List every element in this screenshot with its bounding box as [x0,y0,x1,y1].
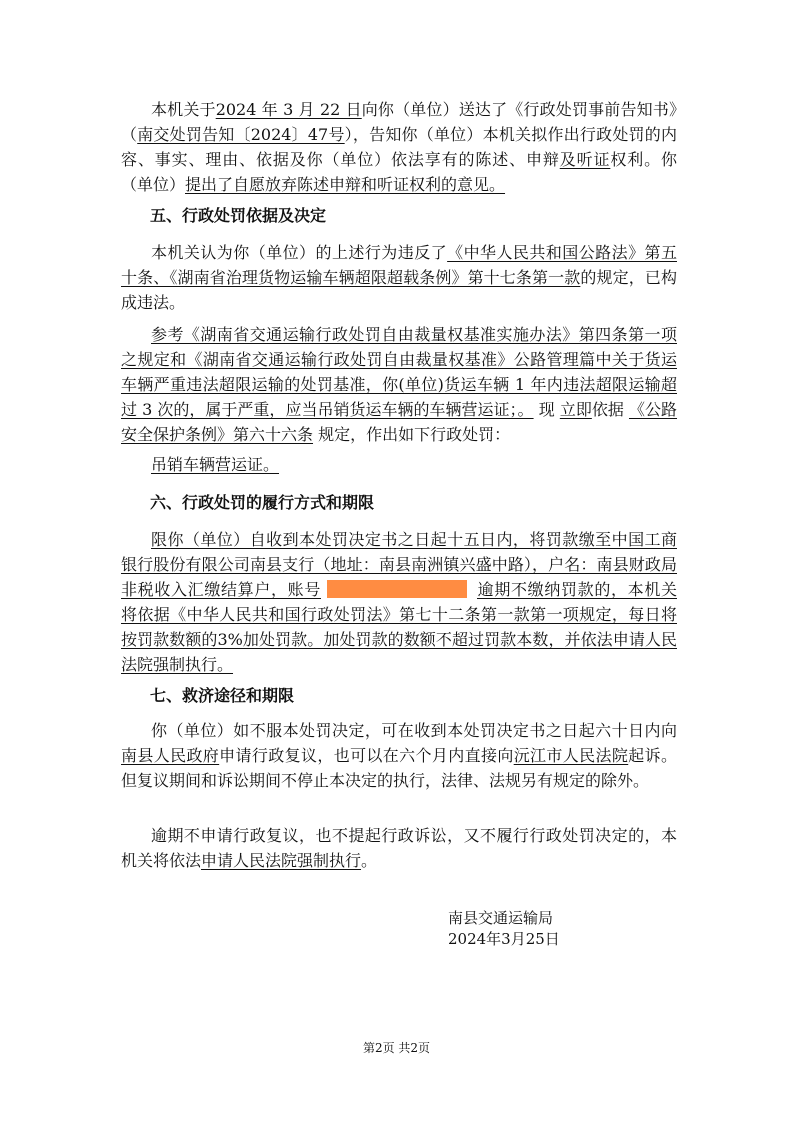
text: 依据 [591,400,624,419]
paragraph-basis [121,322,677,447]
penalty-decision: 吊销车辆营运证。 [151,455,280,474]
paragraph-payment [121,527,677,677]
paragraph-notice [121,97,677,197]
text: 。 [361,851,378,870]
section-heading-6: 六、行政处罚的履行方式和期限 [150,493,375,512]
page-footer: 第2页 共2页 [362,1041,431,1055]
signature-date: 2024年3月25日 [448,930,560,948]
discretion-basis: 参考《湖南省交通运输行政处罚自由裁量权基准实施办法》第四条第一项之规定和《湖南省交通运输行政处罚自由裁量权基准》公路管理篇中关于货运车辆严重违法超限运输的处罚基准，你(单位)货运车辆 1 年内违法超限运输超过 3 次的，属于严重，应当吊销货运车辆的车辆营运证；。 [121,325,677,419]
signature-org: 南县交通运输局 [448,909,554,927]
text: ），告知你（单位）本机关拟作出行政处罚的内容、事实、理由、依据及你（单位）依法享有的陈述、申辩 [121,125,677,169]
enforcement-action: 申请人民法院强制执行 [201,851,362,870]
violated-law: 《中华人民共和国公路法》第五十条、《湖南省治理货物运输车辆超限超载条例》第十七条第一款 [121,243,677,287]
court-name: 沅江市人民法院 [513,746,629,765]
text: 本机关于 [151,100,216,119]
paragraph-violation [121,240,677,315]
redacted-account-number [327,580,467,598]
text: 权利。你（单位） [121,150,677,194]
text: 现 [538,400,555,419]
waiver-statement: 提出了自愿放弃陈述申辩和听证权利的意见。 [185,175,506,194]
text: 申请行政复议，也可以在六个月内直接向 [219,746,514,765]
text: 及听证 [559,150,611,169]
paragraph-remedy [121,718,677,793]
notice-date: 2024 年 3 月 22 日 [215,100,362,119]
text: 你（单位）如不服本处罚决定，可在收到本处罚决定书之日起六十日内向 [151,721,677,740]
text: 的规定，已构成违法。 [121,268,677,312]
section-heading-5: 五、行政处罚依据及决定 [150,206,327,225]
penalty-law: 《公路安全保护条例》第六十六条 [121,400,678,444]
text: 逾期不申请行政复议，也不提起行政诉讼，又不履行行政处罚决定的，本机关将依法 [121,826,677,870]
text: 规定，作出如下行政处罚： [318,425,511,444]
text: 起诉。但复议期间和诉讼期间不停止本决定的执行，法律、法规另有规定的除外。 [121,746,677,790]
payment-instructions: 限你（单位）自收到本处罚决定书之日起十五日内，将罚款缴至中国工商银行股份有限公司南县支行（地址：南县南洲镇兴盛中路），户名：南县财政局非税收入汇缴结算户，账号 [121,530,677,599]
text: 本机关认为你（单位）的上述行为违反了 [151,243,448,262]
section-heading-7: 七、救济途径和期限 [150,686,295,705]
late-payment-terms: 逾期不缴纳罚款的，本机关将依据《中华人民共和国行政处罚法》第七十二条第一款第一项规定，每日将按罚款数额的3%加处罚款。加处罚款的数额不超过罚款本数，并依法申请人民法院强制执行。 [121,580,677,674]
text: 向你（单位）送达了《行政处罚事前告知书》（ [121,100,677,144]
paragraph-enforcement [121,823,677,873]
review-authority: 南县人民政府 [121,746,220,765]
notice-reference: 南交处罚告知〔2024〕47号 [137,125,345,144]
paragraph-penalty [121,452,677,477]
text: 立即 [559,400,592,419]
